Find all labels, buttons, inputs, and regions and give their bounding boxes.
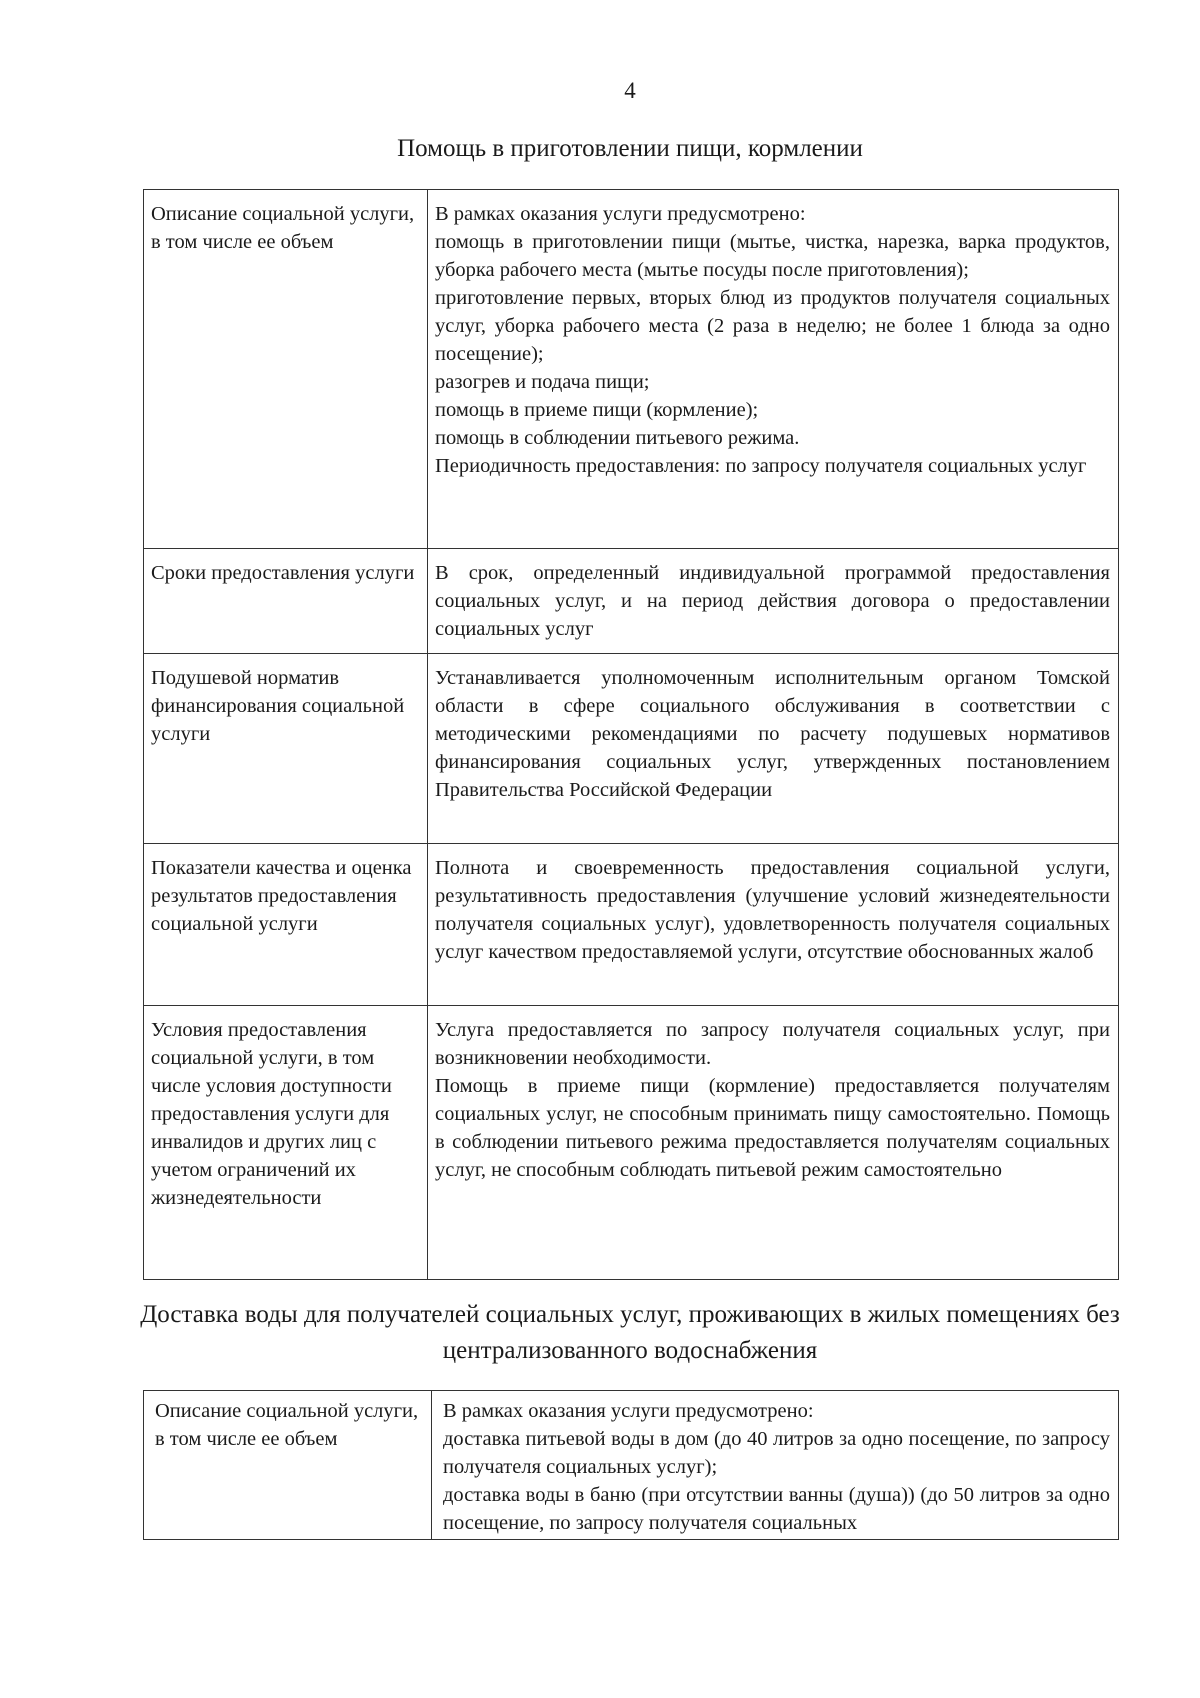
description-line-cooking-help: помощь в приготовлении пищи (мытье, чистка, нарезка, варка продуктов, уборка рабочего места (мытье посуды после приготовления); xyxy=(435,231,1110,281)
description-line-periodicity: Периодичность предоставления: по запросу получателя социальных услуг xyxy=(435,455,1087,477)
table-row-quality xyxy=(144,844,1119,1006)
row-value-conditions xyxy=(428,1006,1119,1280)
row-value-description xyxy=(428,190,1119,549)
row-label-description: Описание социальной услуги, в том числе ее объем xyxy=(144,1391,432,1540)
row-label-quality: Показатели качества и оценка результатов предоставления социальной услуги xyxy=(144,844,428,1006)
description-line-reheating: разогрев и подача пищи; xyxy=(435,371,650,393)
terms-text: В срок, определенный индивидуальной программой предоставления социальных услуг, и на период действия договора о предоставлении социальных услуг xyxy=(435,562,1110,640)
financing-text: Устанавливается уполномоченным исполнительным органом Томской области в сфере социального обслуживания в соответствии с методическими рекомендациями по расчету подушевых нормативов финансирования социальных услуг, утвержденных постановлением Правительства Российской Федерации xyxy=(435,667,1110,801)
description-line-drinking-regime: помощь в соблюдении питьевого режима. xyxy=(435,427,800,449)
row-value-financing xyxy=(428,654,1119,844)
row-value-terms xyxy=(428,549,1119,654)
row-value-quality xyxy=(428,844,1119,1006)
water-line-intro: В рамках оказания услуги предусмотрено: xyxy=(443,1400,814,1422)
table-row-description xyxy=(144,1391,1119,1540)
description-line-feeding: помощь в приеме пищи (кормление); xyxy=(435,399,759,421)
service-table-cooking-feeding xyxy=(143,189,1119,1280)
section-title-cooking-feeding: Помощь в приготовлении пищи, кормлении xyxy=(397,135,863,162)
description-line-meal-preparation: приготовление первых, вторых блюд из продуктов получателя социальных услуг, уборка рабочего места (2 раза в неделю; не более 1 блюда за одно посещение); xyxy=(435,287,1110,365)
row-value-description xyxy=(432,1391,1119,1540)
description-line-intro: В рамках оказания услуги предусмотрено: xyxy=(435,203,806,225)
table-row-terms xyxy=(144,549,1119,654)
section-title-water-delivery: Доставка воды для получателей социальных услуг, проживающих в жилых помещениях без централизованного водоснабжения xyxy=(140,1301,1120,1364)
water-line-drinking-water: доставка питьевой воды в дом (до 40 литров за одно посещение, по запросу получателя социальных услуг); xyxy=(443,1428,1110,1478)
service-table-water-delivery xyxy=(143,1390,1119,1540)
table-row-financing xyxy=(144,654,1119,844)
conditions-line-request: Услуга предоставляется по запросу получателя социальных услуг, при возникновении необходимости. xyxy=(435,1019,1110,1069)
row-label-description: Описание социальной услуги, в том числе ее объем xyxy=(144,190,428,549)
table-row-conditions xyxy=(144,1006,1119,1280)
table-row-description xyxy=(144,190,1119,549)
row-label-conditions: Условия предоставления социальной услуги, в том числе условия доступности предоставления услуги для инвалидов и других лиц с учетом ограничений их жизнедеятельности xyxy=(144,1006,428,1280)
page-number: 4 xyxy=(624,78,636,103)
water-line-bath-water: доставка воды в баню (при отсутствии ванны (душа)) (до 50 литров за одно посещение, по запросу получателя социальных xyxy=(443,1484,1110,1534)
quality-text: Полнота и своевременность предоставления социальной услуги, результативность предоставления (улучшение условий жизнедеятельности получателя социальных услуг), удовлетворенность получателя социальных услуг качеством предоставляемой услуги, отсутствие обоснованных жалоб xyxy=(435,857,1110,963)
row-label-financing: Подушевой норматив финансирования социальной услуги xyxy=(144,654,428,844)
row-label-terms: Сроки предоставления услуги xyxy=(144,549,428,654)
conditions-line-assistance: Помощь в приеме пищи (кормление) предоставляется получателям социальных услуг, не способным принимать пищу самостоятельно. Помощь в соблюдении питьевого режима предоставляется получателям социальных услуг, не способным соблюдать питьевой режим самостоятельно xyxy=(435,1075,1110,1181)
